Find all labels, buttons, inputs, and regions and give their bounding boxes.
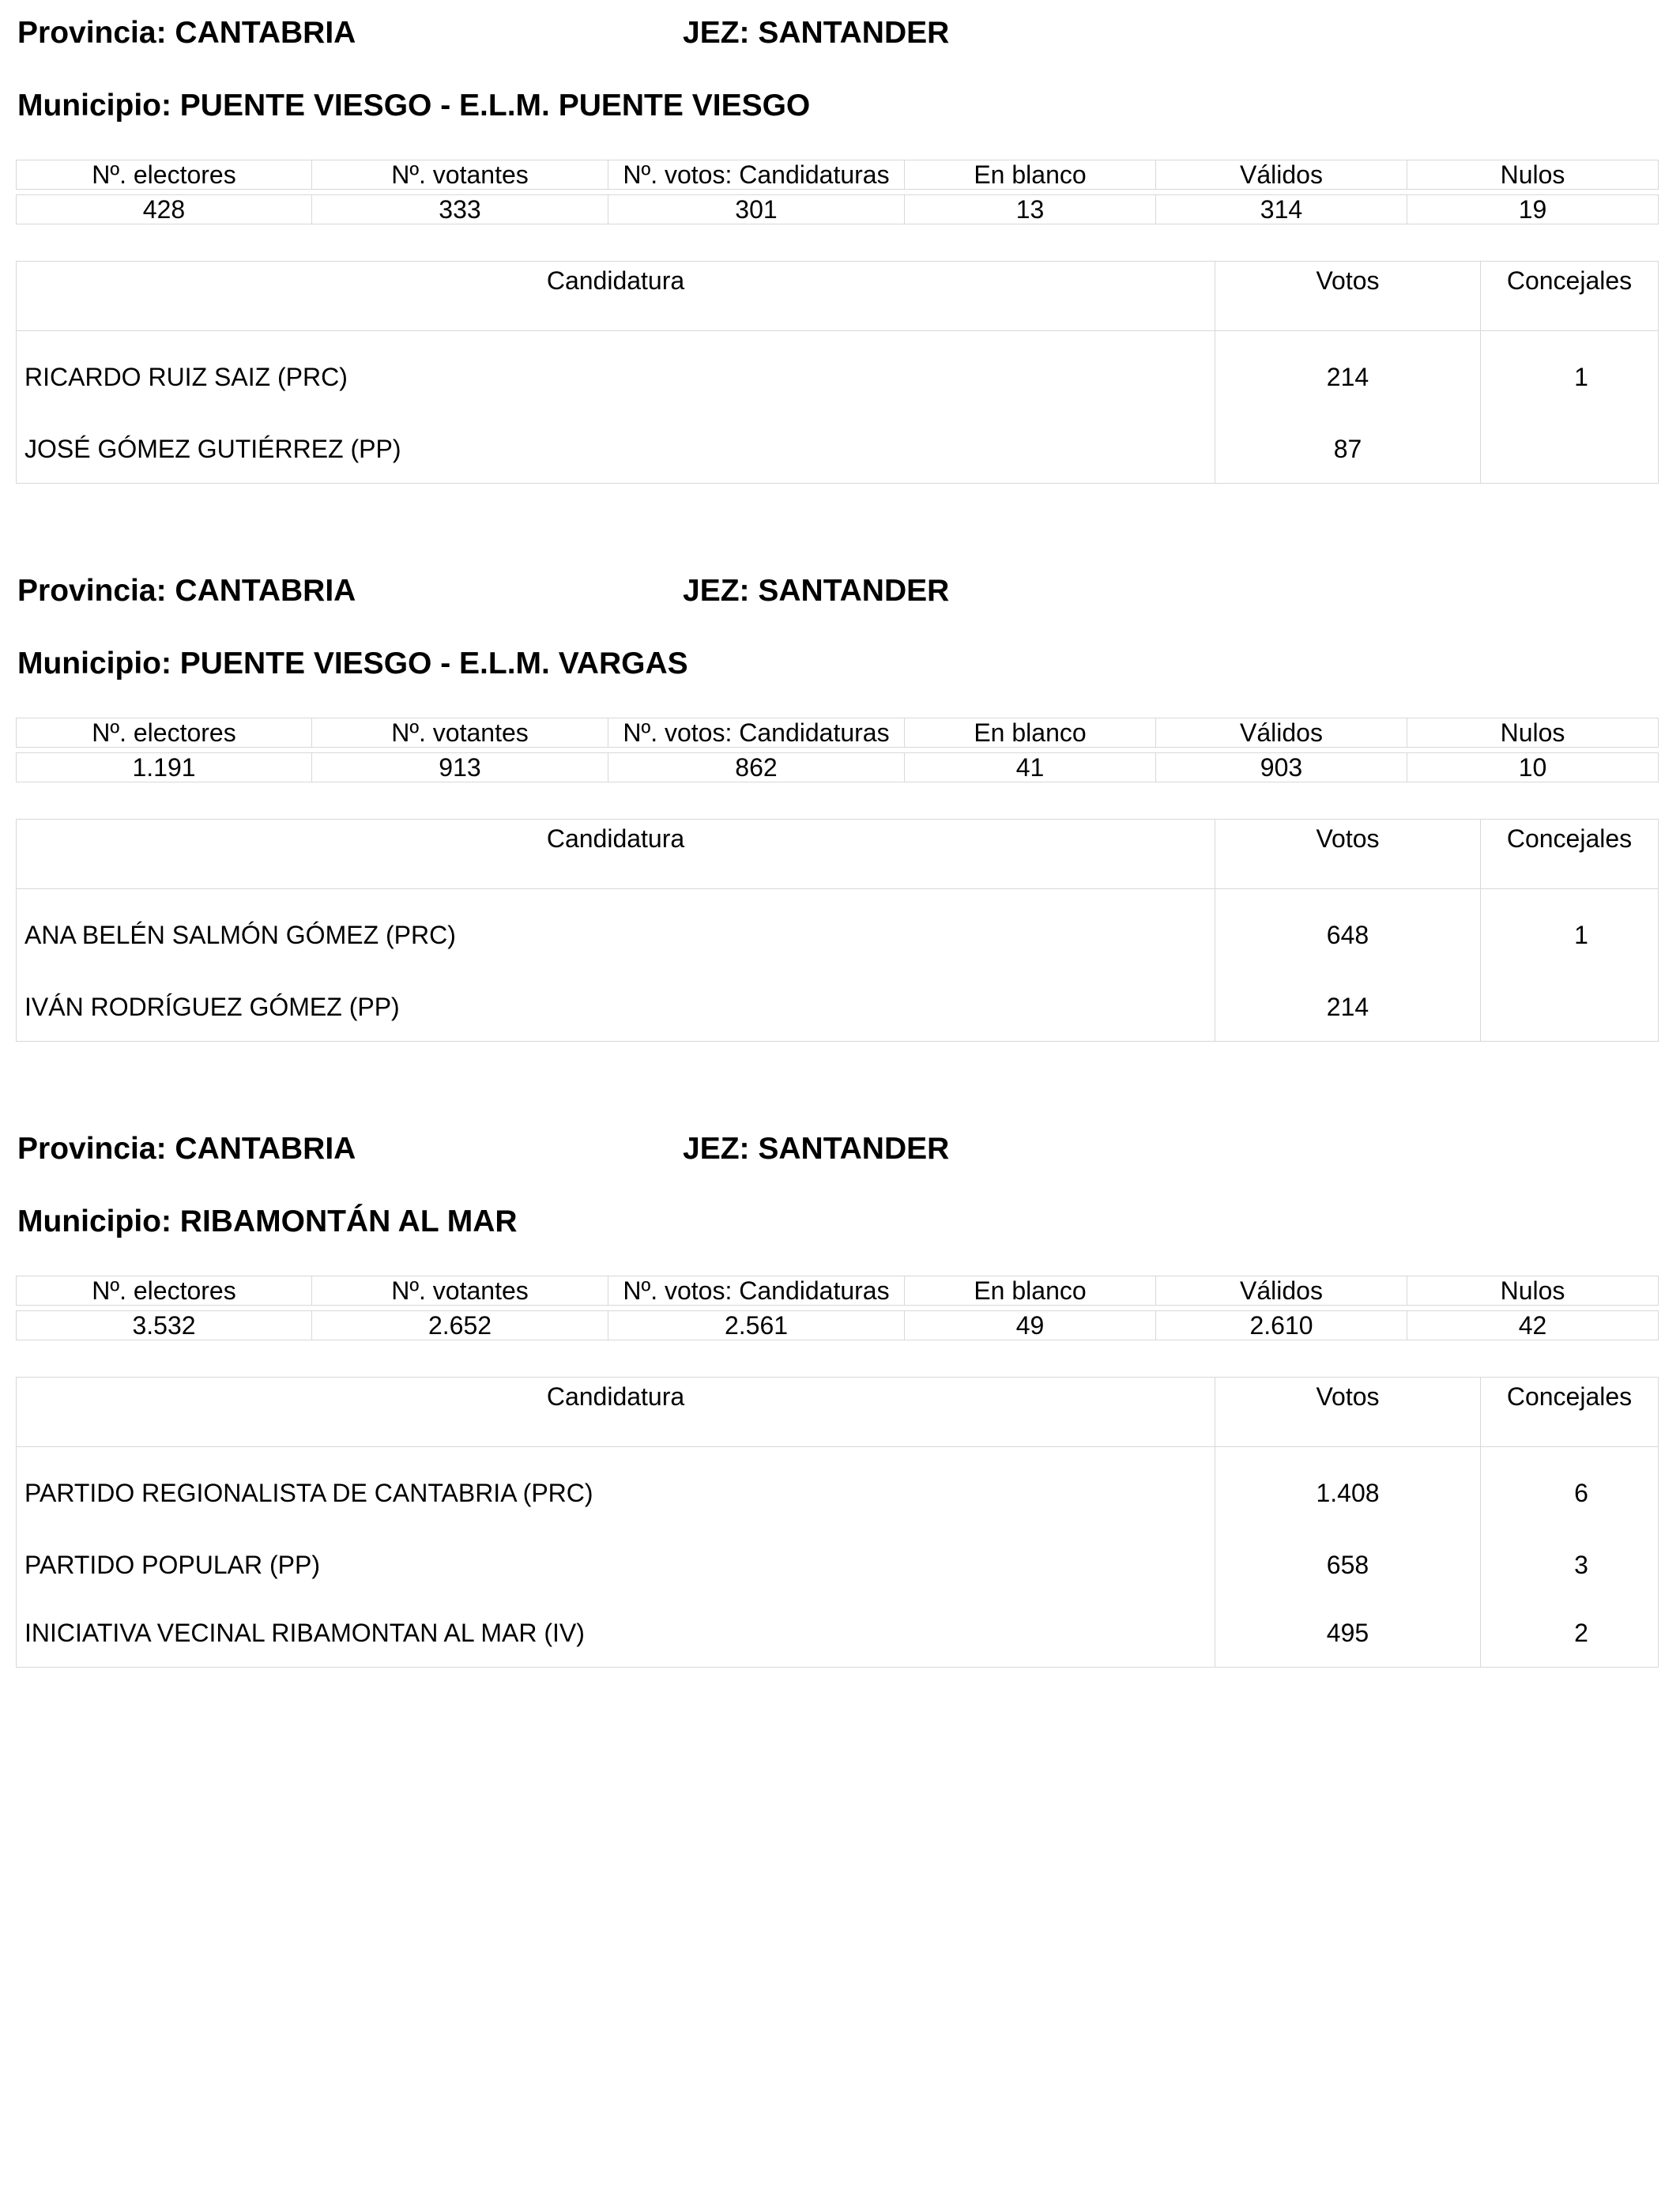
stats-header-nulos: Nulos: [1407, 160, 1659, 190]
summary-stats-table: [16, 718, 1659, 782]
results-header-row: [17, 262, 1659, 331]
candidate-name: IVÁN RODRÍGUEZ GÓMEZ (PP): [17, 973, 1215, 1042]
stats-header-electores: Nº. electores: [17, 160, 312, 190]
stats-header-validos: Válidos: [1156, 160, 1407, 190]
stats-header-electores: Nº. electores: [17, 1276, 312, 1306]
candidate-concejales: [1481, 415, 1659, 484]
stats-value-nulos: 10: [1407, 753, 1659, 782]
results-header-candidatura: Candidatura: [17, 262, 1215, 331]
stats-value-row: [17, 1311, 1659, 1340]
results-header-concejales: Concejales: [1481, 1378, 1659, 1447]
summary-stats-table: [16, 160, 1659, 224]
candidate-votes: 658: [1215, 1531, 1481, 1599]
candidate-votes: 648: [1215, 889, 1481, 974]
candidate-name: RICARDO RUIZ SAIZ (PRC): [17, 331, 1215, 416]
results-header-row: [17, 1378, 1659, 1447]
stats-value-row: [17, 195, 1659, 224]
candidate-votes: 495: [1215, 1599, 1481, 1668]
candidate-row: [17, 331, 1659, 416]
results-header-votos: Votos: [1215, 820, 1481, 889]
candidate-name: PARTIDO REGIONALISTA DE CANTABRIA (PRC): [17, 1447, 1215, 1532]
provincia-label: Provincia: CANTABRIA: [17, 1132, 356, 1166]
candidate-concejales: 2: [1481, 1599, 1659, 1668]
candidate-row: [17, 1531, 1659, 1599]
stats-value-validos: 903: [1156, 753, 1407, 782]
stats-value-votantes: 913: [312, 753, 608, 782]
jez-label: JEZ: SANTANDER: [683, 1132, 950, 1166]
stats-header-en-blanco: En blanco: [905, 160, 1156, 190]
candidate-name: JOSÉ GÓMEZ GUTIÉRREZ (PP): [17, 415, 1215, 484]
candidate-votes: 214: [1215, 331, 1481, 416]
stats-header-validos: Válidos: [1156, 1276, 1407, 1306]
stats-value-votos-candidaturas: 2.561: [608, 1311, 905, 1340]
stats-value-en-blanco: 41: [905, 753, 1156, 782]
candidate-row: [17, 973, 1659, 1042]
jez-label: JEZ: SANTANDER: [683, 574, 950, 608]
jez-label: JEZ: SANTANDER: [683, 16, 950, 50]
provincia-label: Provincia: CANTABRIA: [17, 574, 356, 608]
stats-header-votantes: Nº. votantes: [312, 1276, 608, 1306]
municipio-title: Municipio: PUENTE VIESGO - E.L.M. PUENTE VIESGO: [17, 89, 811, 123]
candidate-row: [17, 889, 1659, 974]
candidate-name: PARTIDO POPULAR (PP): [17, 1531, 1215, 1599]
stats-value-electores: 3.532: [17, 1311, 312, 1340]
candidate-concejales: [1481, 973, 1659, 1042]
stats-value-row: [17, 753, 1659, 782]
summary-stats-table: [16, 1276, 1659, 1340]
stats-header-votantes: Nº. votantes: [312, 160, 608, 190]
stats-header-validos: Válidos: [1156, 718, 1407, 748]
candidate-row: [17, 1447, 1659, 1532]
results-header-concejales: Concejales: [1481, 820, 1659, 889]
provincia-label: Provincia: CANTABRIA: [17, 16, 356, 50]
stats-value-validos: 2.610: [1156, 1311, 1407, 1340]
candidates-results-table: [16, 1377, 1659, 1668]
results-header-concejales: Concejales: [1481, 262, 1659, 331]
stats-value-votos-candidaturas: 301: [608, 195, 905, 224]
stats-header-en-blanco: En blanco: [905, 718, 1156, 748]
stats-header-en-blanco: En blanco: [905, 1276, 1156, 1306]
municipality-section-vargas: [16, 574, 1658, 1021]
results-header-votos: Votos: [1215, 262, 1481, 331]
municipio-title: Municipio: RIBAMONTÁN AL MAR: [17, 1204, 518, 1238]
stats-header-row: [17, 718, 1659, 748]
candidate-name: ANA BELÉN SALMÓN GÓMEZ (PRC): [17, 889, 1215, 974]
candidate-votes: 1.408: [1215, 1447, 1481, 1532]
candidates-results-table: [16, 261, 1659, 484]
candidate-concejales: 3: [1481, 1531, 1659, 1599]
results-header-votos: Votos: [1215, 1378, 1481, 1447]
stats-value-votos-candidaturas: 862: [608, 753, 905, 782]
results-header-candidatura: Candidatura: [17, 1378, 1215, 1447]
stats-header-row: [17, 160, 1659, 190]
candidate-votes: 87: [1215, 415, 1481, 484]
candidate-row: [17, 1599, 1659, 1668]
municipality-section-puente-viesgo: [16, 16, 1658, 463]
stats-value-en-blanco: 49: [905, 1311, 1156, 1340]
stats-value-votantes: 2.652: [312, 1311, 608, 1340]
results-header-candidatura: Candidatura: [17, 820, 1215, 889]
stats-value-en-blanco: 13: [905, 195, 1156, 224]
stats-header-row: [17, 1276, 1659, 1306]
candidate-row: [17, 415, 1659, 484]
section-heading: [16, 16, 1658, 55]
results-header-row: [17, 820, 1659, 889]
stats-value-nulos: 19: [1407, 195, 1659, 224]
stats-value-electores: 428: [17, 195, 312, 224]
section-heading: [16, 1132, 1658, 1171]
stats-header-votos-candidaturas: Nº. votos: Candidaturas: [608, 160, 905, 190]
stats-value-validos: 314: [1156, 195, 1407, 224]
candidates-results-table: [16, 819, 1659, 1042]
stats-value-votantes: 333: [312, 195, 608, 224]
stats-value-nulos: 42: [1407, 1311, 1659, 1340]
stats-header-votantes: Nº. votantes: [312, 718, 608, 748]
candidate-concejales: 1: [1481, 331, 1659, 416]
municipality-section-ribamontan-al-mar: [16, 1132, 1658, 1647]
stats-value-electores: 1.191: [17, 753, 312, 782]
stats-header-votos-candidaturas: Nº. votos: Candidaturas: [608, 1276, 905, 1306]
candidate-concejales: 6: [1481, 1447, 1659, 1532]
stats-header-electores: Nº. electores: [17, 718, 312, 748]
stats-header-nulos: Nulos: [1407, 718, 1659, 748]
candidate-name: INICIATIVA VECINAL RIBAMONTAN AL MAR (IV): [17, 1599, 1215, 1668]
municipio-title: Municipio: PUENTE VIESGO - E.L.M. VARGAS: [17, 647, 688, 680]
stats-header-votos-candidaturas: Nº. votos: Candidaturas: [608, 718, 905, 748]
candidate-concejales: 1: [1481, 889, 1659, 974]
stats-header-nulos: Nulos: [1407, 1276, 1659, 1306]
section-heading: [16, 574, 1658, 613]
candidate-votes: 214: [1215, 973, 1481, 1042]
